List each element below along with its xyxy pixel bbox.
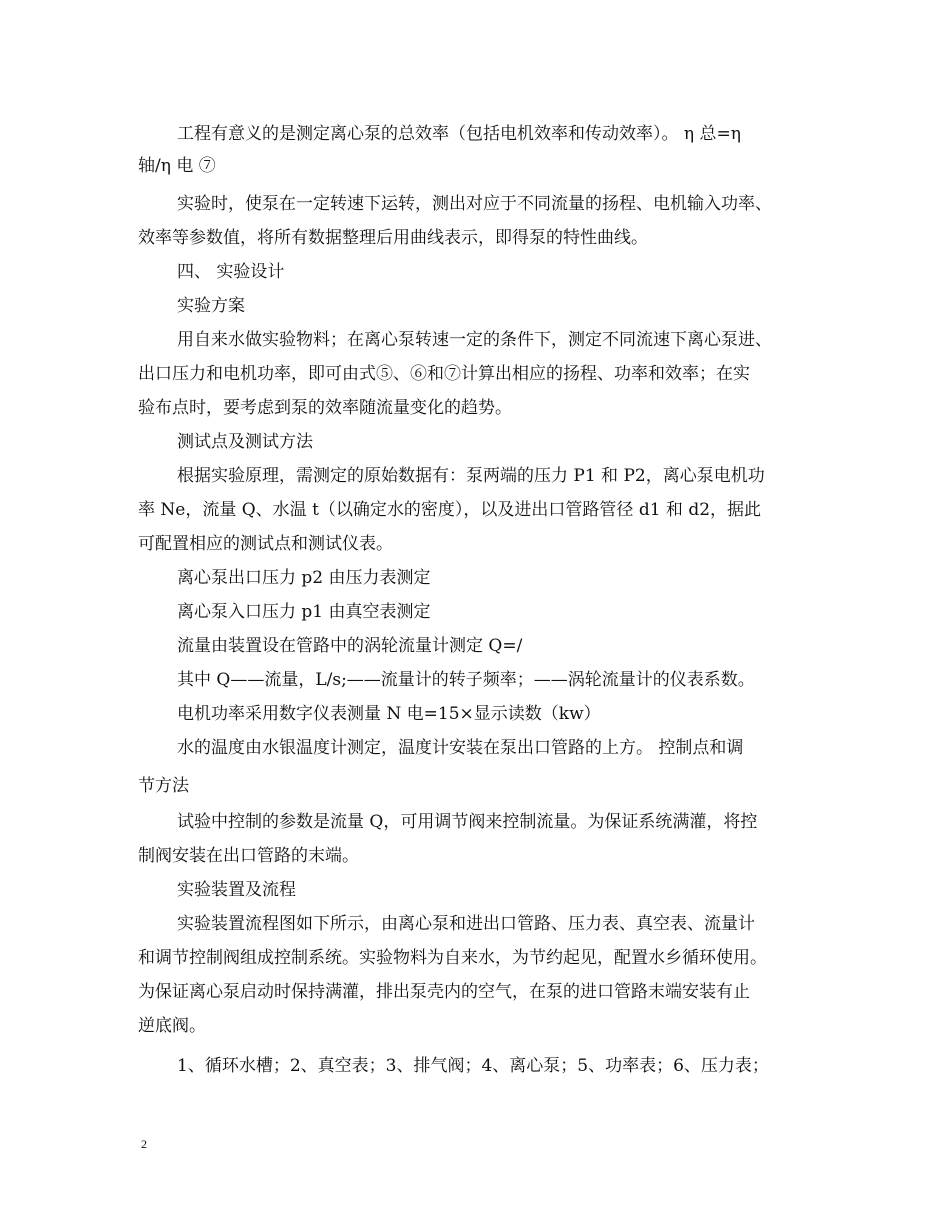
text-line: 为保证离心泵启动时保持满灌，排出泵壳内的空气，在泵的进口管路末端安装有止	[138, 982, 750, 1002]
text-line: 轴/η 电 ⑦	[138, 156, 216, 176]
text-line: 实验时，使泵在一定转速下运转，测出对应于不同流量的扬程、电机输入功率、	[177, 194, 772, 214]
text-line: 试验中控制的参数是流量 Q，可用调节阀来控制流量。为保证系统满灌，将控	[177, 812, 758, 832]
text-line: 和调节控制阀组成控制系统。实验物料为自来水，为节约起见，配置水乡循环使用。	[138, 948, 767, 968]
text-line: 用自来水做实验物料；在离心泵转速一定的条件下，测定不同流速下离心泵进、	[177, 330, 772, 350]
text-line: 水的温度由水银温度计测定，温度计安装在泵出口管路的上方。 控制点和调	[177, 738, 744, 758]
text-line: 实验装置流程图如下所示，由离心泵和进出口管路、压力表、真空表、流量计	[177, 914, 755, 934]
text-line: 工程有意义的是测定离心泵的总效率（包括电机效率和传动效率）。 η 总=η	[177, 124, 741, 144]
text-line: 效率等参数值，将所有数据整理后用曲线表示，即得泵的特性曲线。	[138, 228, 648, 248]
text-line: 出口压力和电机功率，即可由式⑤、⑥和⑦计算出相应的扬程、功率和效率；在实	[138, 364, 750, 384]
text-line: 节方法	[138, 776, 189, 796]
text-line: 可配置相应的测试点和测试仪表。	[138, 534, 393, 554]
text-line: 验布点时，要考虑到泵的效率随流量变化的趋势。	[138, 398, 512, 418]
subsection-heading: 测试点及测试方法	[177, 432, 313, 452]
text-line: 逆底阀。	[138, 1016, 206, 1036]
text-line: 根据实验原理，需测定的原始数据有：泵两端的压力 P1 和 P2，离心泵电机功	[177, 466, 765, 486]
text-line: 1、循环水槽；2、真空表；3、排气阀；4、离心泵；5、功率表；6、压力表；	[177, 1056, 769, 1076]
section-heading: 四、 实验设计	[177, 262, 285, 282]
text-line: 流量由装置设在管路中的涡轮流量计测定 Q=/	[177, 636, 523, 656]
text-line: 离心泵出口压力 p2 由压力表测定	[177, 568, 431, 588]
subsection-heading: 实验方案	[177, 296, 245, 316]
page-number: 2	[141, 1137, 147, 1151]
text-line: 率 Ne，流量 Q、水温 t（以确定水的密度），以及进出口管路管径 d1 和 d2，据此	[138, 500, 762, 520]
text-line: 制阀安装在出口管路的末端。	[138, 846, 359, 866]
text-line: 其中 Q——流量，L/s;——流量计的转子频率；——涡轮流量计的仪表系数。	[177, 670, 755, 690]
text-line: 离心泵入口压力 p1 由真空表测定	[177, 602, 431, 622]
subsection-heading: 实验装置及流程	[177, 880, 296, 900]
text-line: 电机功率采用数字仪表测量 N 电=15×显示读数（kw）	[177, 704, 601, 724]
